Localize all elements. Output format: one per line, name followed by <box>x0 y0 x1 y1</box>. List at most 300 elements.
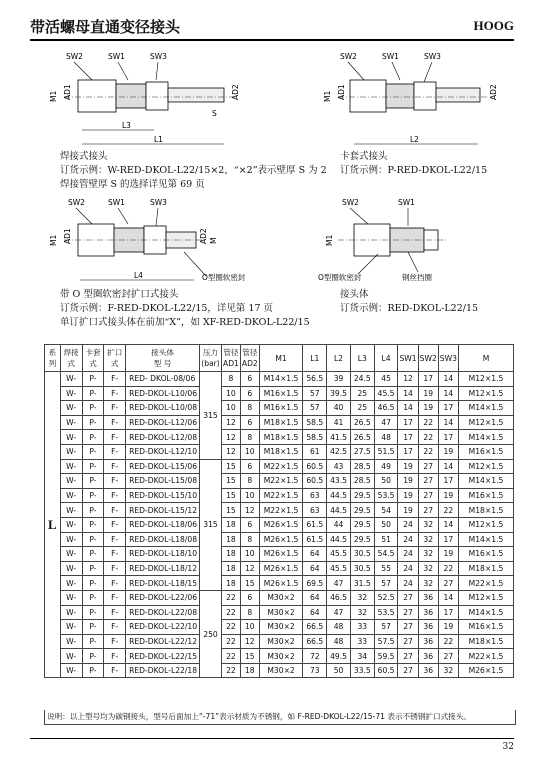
table-cell: 64 <box>303 605 327 620</box>
table-cell: M26×1.5 <box>259 532 303 547</box>
table-cell: RED-DKOL-L22/06 <box>126 590 200 605</box>
table-cell: RED-DKOL-L22/08 <box>126 605 200 620</box>
table-cell: M16×1.5 <box>458 488 513 503</box>
table-cell: 27.5 <box>350 444 374 459</box>
table-cell: 17 <box>438 401 458 416</box>
table-cell: 57 <box>374 576 398 591</box>
pressure-cell: 315 <box>200 372 222 460</box>
table-cell: 34 <box>350 649 374 664</box>
table-cell: RED-DKOL-L15/08 <box>126 474 200 489</box>
table-cell: 22 <box>222 590 241 605</box>
table-cell: 8 <box>240 474 259 489</box>
specification-table <box>44 344 514 678</box>
table-cell: 18 <box>222 532 241 547</box>
fig-label: O型圈软密封 <box>202 273 246 282</box>
table-row <box>45 386 514 401</box>
table-cell: 30.5 <box>350 547 374 562</box>
column-header: SW3 <box>438 345 458 372</box>
table-row <box>45 488 514 503</box>
table-cell: 61.5 <box>303 517 327 532</box>
table-cell: 19 <box>398 474 418 489</box>
table-cell: M12×1.5 <box>458 372 513 387</box>
fig-label: AD2 <box>199 228 208 244</box>
fig-label: M1 <box>49 90 58 102</box>
table-cell: F- <box>104 474 126 489</box>
table-cell: 27 <box>398 605 418 620</box>
caption-line: 单订扩口式接头体在前加“X”，如 XF-RED-DKOL-L22/15 <box>60 317 310 328</box>
fig-label: O型圈软密封 <box>318 273 362 282</box>
table-cell: 18 <box>222 561 241 576</box>
table-cell: 8 <box>222 372 241 387</box>
pressure-cell: 250 <box>200 590 222 678</box>
table-cell: 19 <box>398 503 418 518</box>
table-cell: RED-DKOL-L15/10 <box>126 488 200 503</box>
table-cell: 22 <box>222 663 241 678</box>
table-cell: M26×1.5 <box>259 561 303 576</box>
table-cell: 66.5 <box>303 634 327 649</box>
fig-label: M1 <box>325 234 334 246</box>
table-cell: P- <box>82 372 104 387</box>
table-cell: 17 <box>438 430 458 445</box>
table-cell: 50 <box>374 517 398 532</box>
table-note: 说明：以上型号均为碳钢接头，型号后面加上“-71”表示材质为不锈钢，如 F-RED-DKOL-L22/15-71 表示不锈钢扩口式接头。 <box>44 710 516 725</box>
table-cell: 32 <box>418 576 438 591</box>
table-cell: RED-DKOL-L15/06 <box>126 459 200 474</box>
table-cell: W- <box>60 372 82 387</box>
table-cell: RED-DKOL-L18/12 <box>126 561 200 576</box>
table-cell: 12 <box>240 561 259 576</box>
table-cell: 29.5 <box>350 517 374 532</box>
table-cell: F- <box>104 561 126 576</box>
fig-label: L1 <box>154 135 163 144</box>
table-cell: M12×1.5 <box>458 386 513 401</box>
column-header: 管径 AD2 <box>240 345 259 372</box>
table-cell: 14 <box>398 401 418 416</box>
table-cell: M30×2 <box>259 590 303 605</box>
table-cell: M12×1.5 <box>458 517 513 532</box>
table-cell: RED-DKOL-L12/06 <box>126 415 200 430</box>
table-cell: 12 <box>222 444 241 459</box>
table-cell: 64 <box>303 547 327 562</box>
table-cell: 6 <box>240 386 259 401</box>
table-row <box>45 649 514 664</box>
table-cell: 32 <box>418 561 438 576</box>
caption-line: 卡套式接头 <box>340 151 388 162</box>
table-cell: F- <box>104 590 126 605</box>
table-cell: F- <box>104 663 126 678</box>
footer-divider <box>30 738 514 739</box>
table-cell: 19 <box>418 386 438 401</box>
table-cell: W- <box>60 430 82 445</box>
table-cell: P- <box>82 444 104 459</box>
table-cell: 66.5 <box>303 620 327 635</box>
table-cell: 18 <box>222 547 241 562</box>
table-row <box>45 517 514 532</box>
table-cell: M30×2 <box>259 620 303 635</box>
caption-line: 订货示例：P-RED-DKOL-L22/15 <box>340 165 488 176</box>
table-cell: 36 <box>418 649 438 664</box>
table-cell: W- <box>60 561 82 576</box>
table-cell: 27 <box>398 663 418 678</box>
table-cell: 36 <box>418 605 438 620</box>
table-cell: 17 <box>438 605 458 620</box>
table-cell: 29.5 <box>350 503 374 518</box>
table-cell: M16×1.5 <box>458 547 513 562</box>
table-cell: W- <box>60 386 82 401</box>
fig-label: L4 <box>134 271 143 280</box>
table-cell: 12 <box>240 634 259 649</box>
table-cell: 32 <box>350 605 374 620</box>
table-cell: P- <box>82 634 104 649</box>
table-cell: P- <box>82 605 104 620</box>
table-cell: W- <box>60 547 82 562</box>
table-row <box>45 415 514 430</box>
table-cell: W- <box>60 401 82 416</box>
table-cell: 25 <box>350 401 374 416</box>
caption-cutting-ring <box>340 150 487 178</box>
table-cell: 8 <box>240 401 259 416</box>
table-cell: F- <box>104 415 126 430</box>
table-cell: 60.5 <box>374 663 398 678</box>
table-cell: 19 <box>398 459 418 474</box>
table-row <box>45 561 514 576</box>
table-cell: 52.5 <box>374 590 398 605</box>
table-cell: F- <box>104 517 126 532</box>
table-cell: 6 <box>240 459 259 474</box>
table-cell: W- <box>60 620 82 635</box>
table-cell: P- <box>82 386 104 401</box>
table-cell: 14 <box>438 590 458 605</box>
fig-label: SW2 <box>66 52 83 61</box>
table-cell: M16×1.5 <box>458 620 513 635</box>
table-cell: 15 <box>222 488 241 503</box>
table-cell: P- <box>82 576 104 591</box>
table-cell: M30×2 <box>259 605 303 620</box>
table-row <box>45 503 514 518</box>
table-cell: 6 <box>240 590 259 605</box>
fig-label: AD1 <box>63 84 72 100</box>
table-row <box>45 547 514 562</box>
table-cell: P- <box>82 459 104 474</box>
table-cell: 17 <box>438 532 458 547</box>
table-cell: 46.5 <box>374 401 398 416</box>
table-cell: P- <box>82 474 104 489</box>
table-cell: M18×1.5 <box>458 561 513 576</box>
table-cell: 14 <box>438 415 458 430</box>
table-cell: P- <box>82 620 104 635</box>
table-cell: 49.5 <box>327 649 351 664</box>
fig-label: S <box>212 109 217 118</box>
table-cell: 43 <box>327 459 351 474</box>
table-cell: W- <box>60 444 82 459</box>
table-cell: 22 <box>438 634 458 649</box>
table-cell: 33 <box>350 620 374 635</box>
table-row <box>45 372 514 387</box>
table-cell: 69.5 <box>303 576 327 591</box>
table-cell: 10 <box>222 386 241 401</box>
table-cell: 14 <box>438 517 458 532</box>
table-cell: F- <box>104 459 126 474</box>
table-cell: 60.5 <box>303 459 327 474</box>
table-cell: 64 <box>303 561 327 576</box>
figure-fitting-body <box>318 196 488 286</box>
table-cell: 47 <box>327 605 351 620</box>
table-cell: M16×1.5 <box>259 386 303 401</box>
table-cell: F- <box>104 386 126 401</box>
fig-label: SW2 <box>342 198 359 207</box>
table-cell: 22 <box>438 561 458 576</box>
table-cell: 45.5 <box>327 561 351 576</box>
table-cell: M22×1.5 <box>259 474 303 489</box>
table-cell: 17 <box>418 372 438 387</box>
caption-line: 订货示例：W-RED-DKOL-L22/15×2，“×2”表示壁厚 S 为 2 <box>60 165 327 176</box>
table-cell: 24.5 <box>350 372 374 387</box>
table-cell: F- <box>104 634 126 649</box>
table-cell: 8 <box>240 430 259 445</box>
table-row <box>45 620 514 635</box>
table-cell: F- <box>104 620 126 635</box>
table-cell: 12 <box>222 415 241 430</box>
table-cell: RED-DKOL-L22/18 <box>126 663 200 678</box>
table-row <box>45 444 514 459</box>
table-cell: 12 <box>240 503 259 518</box>
table-cell: 19 <box>438 547 458 562</box>
table-cell: M12×1.5 <box>458 459 513 474</box>
table-cell: RED-DKOL-L10/06 <box>126 386 200 401</box>
table-cell: 40 <box>327 401 351 416</box>
fig-label: M1 <box>49 234 58 246</box>
table-cell: F- <box>104 372 126 387</box>
figure-welded-fitting <box>44 50 254 150</box>
table-cell: F- <box>104 430 126 445</box>
table-cell: M18×1.5 <box>259 430 303 445</box>
table-cell: 53.5 <box>374 605 398 620</box>
table-cell: 24 <box>398 547 418 562</box>
fig-label: SW3 <box>150 52 167 61</box>
fig-label: M1 <box>323 90 332 102</box>
table-cell: 36 <box>418 620 438 635</box>
caption-line: 接头体 <box>340 289 369 300</box>
column-header: 系 列 <box>45 345 61 372</box>
table-cell: 19 <box>438 444 458 459</box>
table-cell: M30×2 <box>259 663 303 678</box>
table-cell: 19 <box>438 488 458 503</box>
table-cell: M22×1.5 <box>458 649 513 664</box>
table-cell: 39 <box>327 372 351 387</box>
table-cell: M16×1.5 <box>259 401 303 416</box>
table-cell: P- <box>82 590 104 605</box>
table-cell: 32 <box>350 590 374 605</box>
fig-label: SW2 <box>340 52 357 61</box>
table-cell: RED-DKOL-L18/10 <box>126 547 200 562</box>
table-cell: 32 <box>438 663 458 678</box>
table-cell: W- <box>60 576 82 591</box>
table-cell: 36 <box>418 663 438 678</box>
figure-cutting-ring-fitting <box>318 50 508 150</box>
table-cell: RED-DKOL-L12/08 <box>126 430 200 445</box>
table-cell: 64 <box>303 590 327 605</box>
table-cell: 54 <box>374 503 398 518</box>
table-cell: 63 <box>303 503 327 518</box>
fig-label: SW1 <box>398 198 415 207</box>
table-cell: 27 <box>398 620 418 635</box>
table-cell: 17 <box>398 444 418 459</box>
table-cell: M22×1.5 <box>259 488 303 503</box>
table-cell: 44.5 <box>327 488 351 503</box>
table-cell: 24 <box>398 517 418 532</box>
table-cell: 27 <box>418 474 438 489</box>
table-cell: M26×1.5 <box>259 547 303 562</box>
table-cell: 48 <box>327 634 351 649</box>
table-cell: 8 <box>240 605 259 620</box>
table-cell: W- <box>60 663 82 678</box>
table-cell: P- <box>82 561 104 576</box>
table-cell: 53.5 <box>374 488 398 503</box>
table-cell: 48 <box>374 430 398 445</box>
table-cell: 72 <box>303 649 327 664</box>
table-cell: 6 <box>240 372 259 387</box>
table-row <box>45 605 514 620</box>
table-cell: 47 <box>374 415 398 430</box>
table-cell: 10 <box>240 547 259 562</box>
table-cell: RED-DKOL-L22/15 <box>126 649 200 664</box>
table-cell: 29.5 <box>350 532 374 547</box>
table-cell: 14 <box>438 459 458 474</box>
table-cell: 45 <box>374 372 398 387</box>
table-cell: 44.5 <box>327 503 351 518</box>
table-cell: 28.5 <box>350 459 374 474</box>
table-cell: M18×1.5 <box>259 444 303 459</box>
fig-label: AD2 <box>489 84 498 100</box>
column-header: 接头体 型 号 <box>126 345 200 372</box>
table-cell: 26.5 <box>350 415 374 430</box>
table-cell: M14×1.5 <box>458 474 513 489</box>
caption-welded <box>60 150 327 192</box>
table-cell: 58.5 <box>303 430 327 445</box>
table-cell: 41 <box>327 415 351 430</box>
table-cell: 15 <box>240 649 259 664</box>
table-cell: P- <box>82 401 104 416</box>
table-cell: 27 <box>418 459 438 474</box>
table-cell: W- <box>60 474 82 489</box>
table-cell: 27 <box>418 503 438 518</box>
table-cell: 51.5 <box>374 444 398 459</box>
table-cell: M16×1.5 <box>458 444 513 459</box>
table-cell: P- <box>82 430 104 445</box>
fig-label: L2 <box>410 135 419 144</box>
table-cell: 22 <box>222 649 241 664</box>
header-divider <box>30 39 514 41</box>
fig-label: AD1 <box>63 228 72 244</box>
table-cell: 55 <box>374 561 398 576</box>
table-cell: 8 <box>240 532 259 547</box>
table-cell: F- <box>104 576 126 591</box>
table-cell: 22 <box>418 430 438 445</box>
table-cell: F- <box>104 503 126 518</box>
table-cell: RED- DKOL-08/06 <box>126 372 200 387</box>
table-row <box>45 532 514 547</box>
column-header: SW2 <box>418 345 438 372</box>
table-cell: P- <box>82 415 104 430</box>
table-cell: 19 <box>418 401 438 416</box>
table-cell: 27 <box>398 634 418 649</box>
table-cell: 36 <box>418 590 438 605</box>
table-cell: P- <box>82 547 104 562</box>
table-cell: 44.5 <box>327 532 351 547</box>
table-cell: 22 <box>222 605 241 620</box>
table-cell: F- <box>104 401 126 416</box>
table-cell: 50 <box>327 663 351 678</box>
column-header: 扩口 式 <box>104 345 126 372</box>
table-cell: F- <box>104 444 126 459</box>
table-cell: 14 <box>438 386 458 401</box>
table-cell: 27 <box>418 488 438 503</box>
table-row <box>45 663 514 678</box>
caption-body <box>340 288 478 316</box>
table-cell: RED-DKOL-L18/15 <box>126 576 200 591</box>
table-cell: F- <box>104 547 126 562</box>
table-cell: P- <box>82 663 104 678</box>
column-header: SW1 <box>398 345 418 372</box>
fig-label: SW1 <box>382 52 399 61</box>
table-cell: 15 <box>222 503 241 518</box>
table-cell: 17 <box>398 430 418 445</box>
table-cell: 10 <box>240 444 259 459</box>
table-cell: W- <box>60 488 82 503</box>
table-cell: 26.5 <box>350 430 374 445</box>
table-row <box>45 459 514 474</box>
table-cell: 28.5 <box>350 474 374 489</box>
caption-line: 带 O 型圈软密封扩口式接头 <box>60 289 179 300</box>
column-header: 管径 AD1 <box>222 345 241 372</box>
table-cell: 27 <box>398 649 418 664</box>
table-cell: 27 <box>438 649 458 664</box>
table-cell: 49 <box>374 459 398 474</box>
table-cell: 29.5 <box>350 488 374 503</box>
table-cell: M22×1.5 <box>458 576 513 591</box>
table-row <box>45 430 514 445</box>
table-cell: 12 <box>222 430 241 445</box>
column-header: M1 <box>259 345 303 372</box>
table-cell: M12×1.5 <box>458 415 513 430</box>
table-cell: 42.5 <box>327 444 351 459</box>
table-cell: 39.5 <box>327 386 351 401</box>
table-cell: M18×1.5 <box>458 503 513 518</box>
page-title: 带活螺母直通变径接头 <box>30 18 181 36</box>
table-cell: M14×1.5 <box>259 372 303 387</box>
table-cell: 48 <box>327 620 351 635</box>
brand-logo: HOOG <box>473 18 514 33</box>
column-header: L2 <box>327 345 351 372</box>
table-cell: F- <box>104 488 126 503</box>
fig-label: SW3 <box>150 198 167 207</box>
table-cell: 27 <box>438 576 458 591</box>
table-cell: 32 <box>418 547 438 562</box>
table-cell: M26×1.5 <box>259 517 303 532</box>
table-cell: 6 <box>240 415 259 430</box>
table-cell: 10 <box>240 620 259 635</box>
table-cell: RED-DKOL-L22/12 <box>126 634 200 649</box>
table-cell: 22 <box>222 620 241 635</box>
table-cell: P- <box>82 488 104 503</box>
pressure-cell: 315 <box>200 459 222 590</box>
table-cell: 56.5 <box>303 372 327 387</box>
table-cell: M14×1.5 <box>458 401 513 416</box>
table-cell: 33.5 <box>350 663 374 678</box>
table-cell: RED-DKOL-L15/12 <box>126 503 200 518</box>
column-header: M <box>458 345 513 372</box>
table-cell: 54.5 <box>374 547 398 562</box>
